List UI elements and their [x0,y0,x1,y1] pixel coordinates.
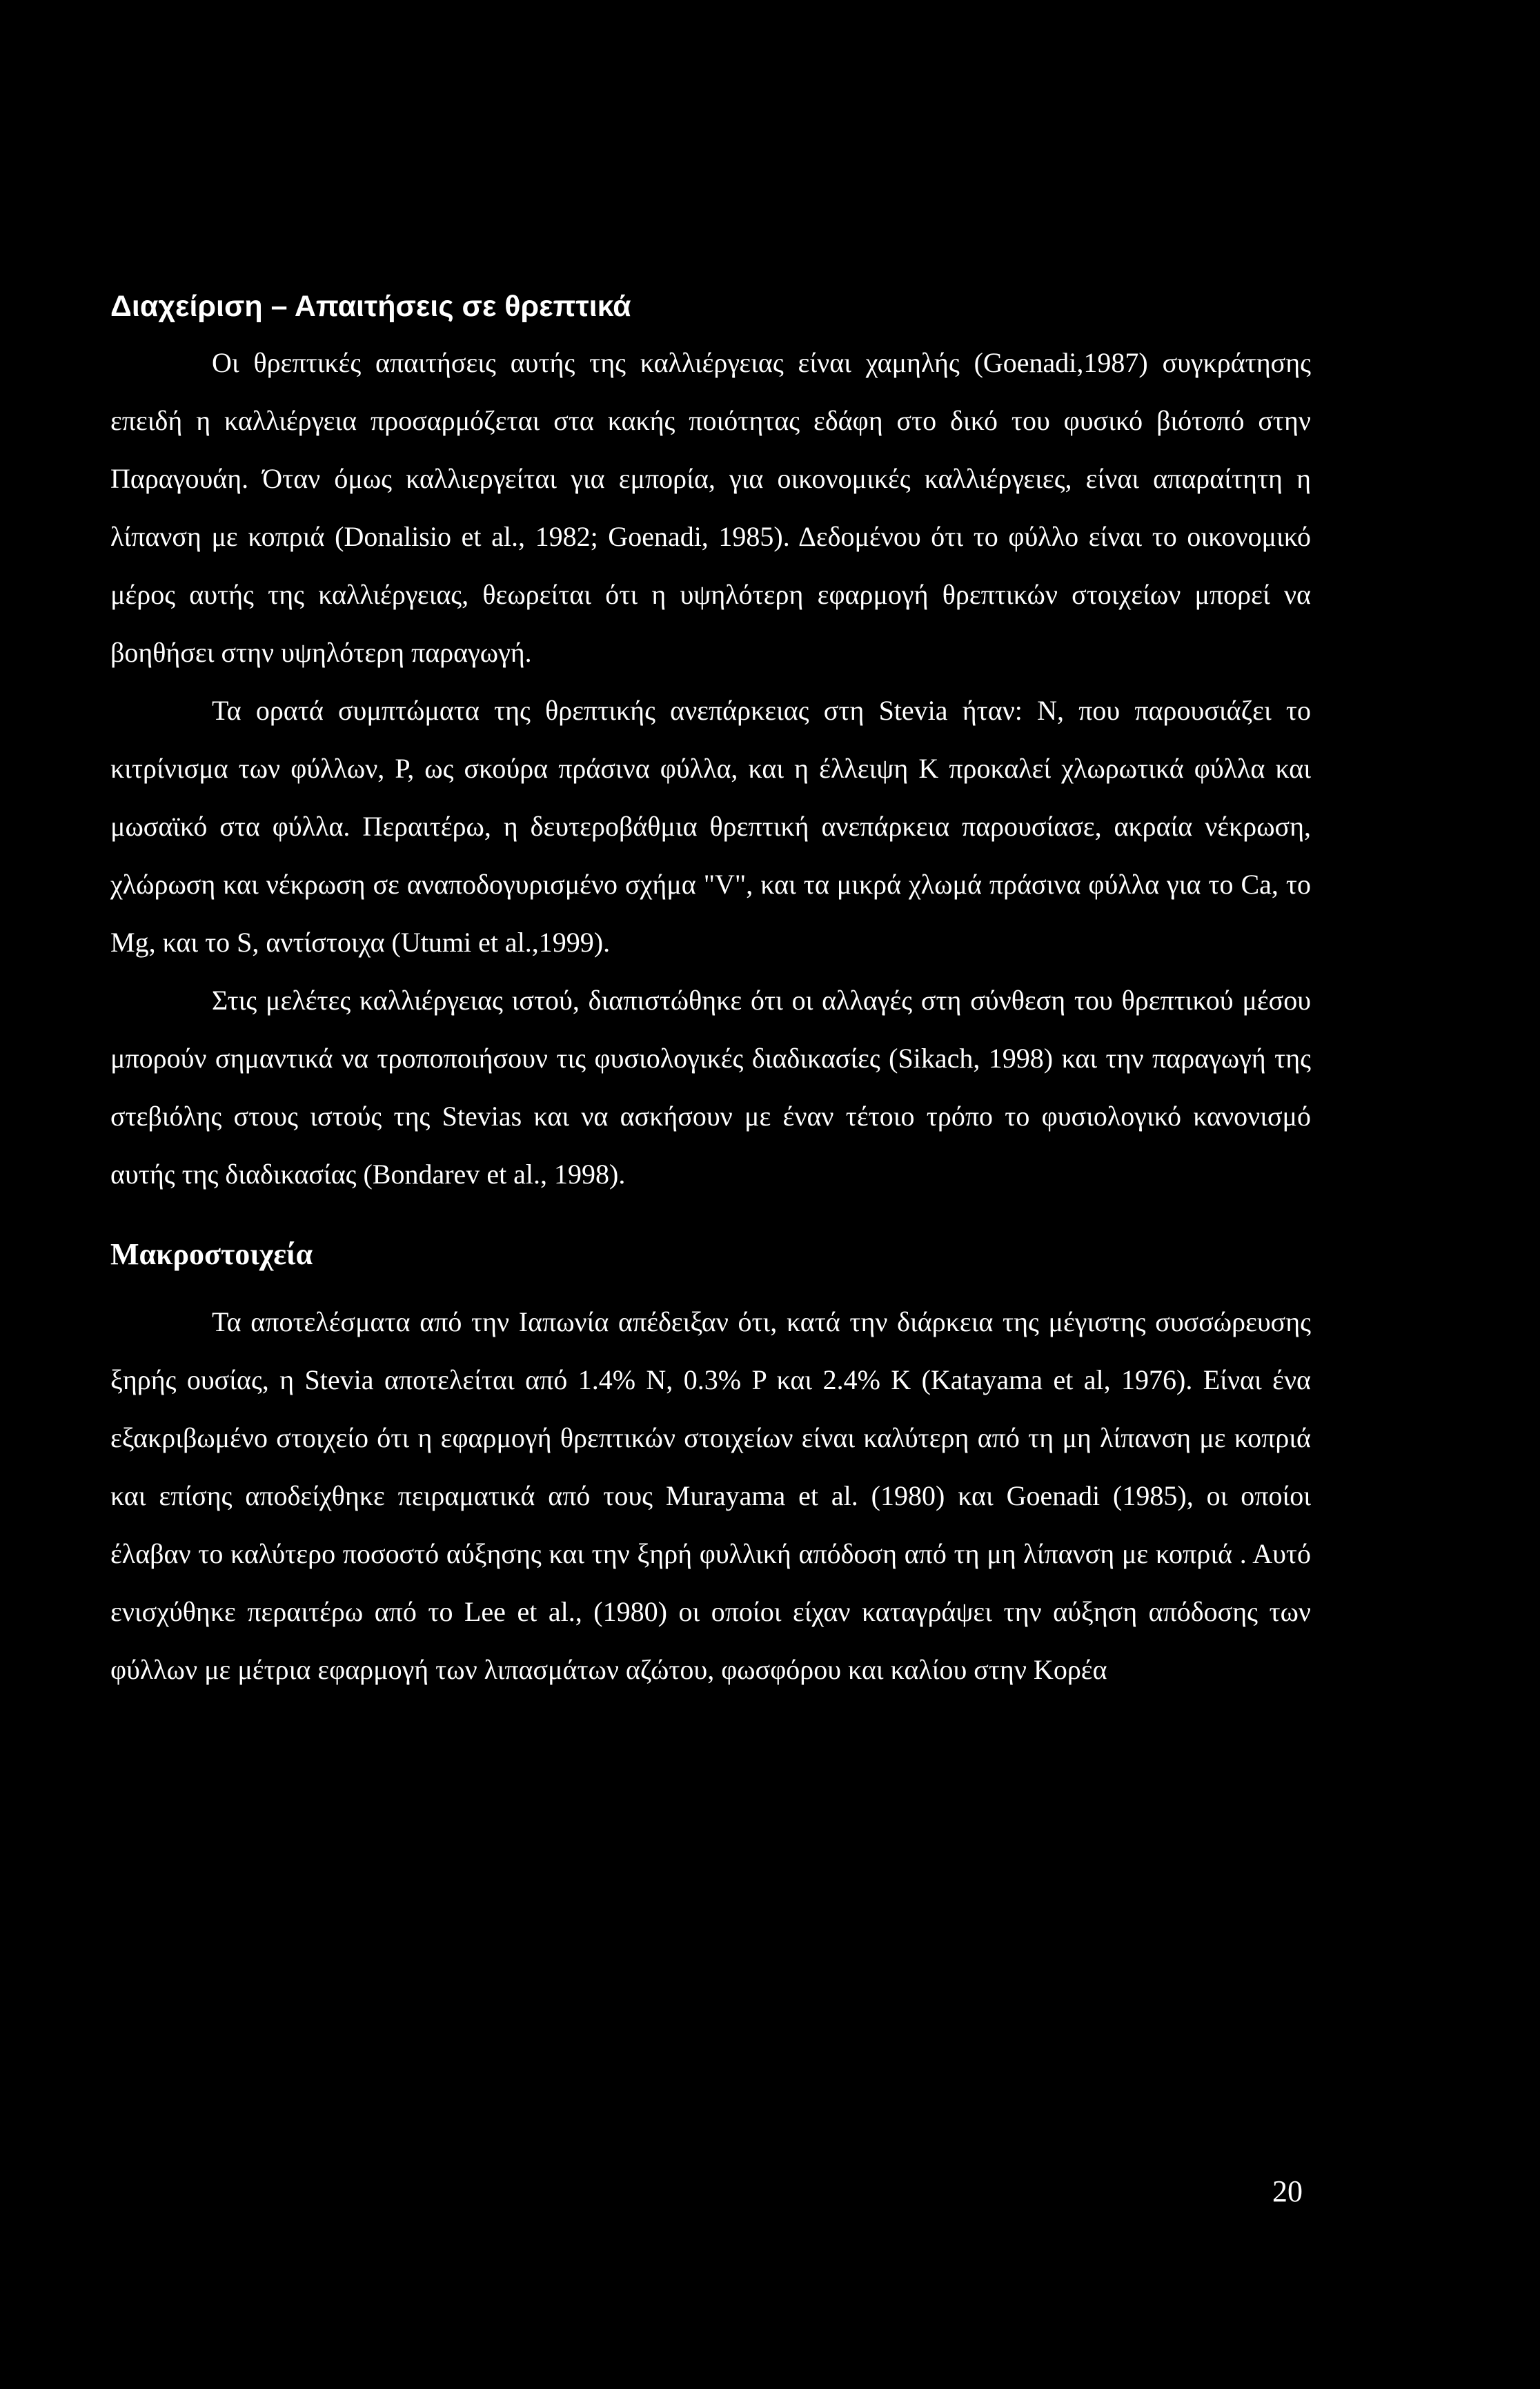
document-page [110,288,1311,1699]
section-heading-macronutrients: Μακροστοιχεία [110,1237,313,1271]
page-number: 20 [1272,2174,1303,2208]
paragraph-macronutrients: Τα αποτελέσματα από την Ιαπωνία απέδειξαν ότι, κατά την διάρκεια της μέγιστης συσσώρευσης ξηρής ουσίας, η Stevia αποτελείται από 1.4% N, 0.3% P και 2.4% K (Katayama et al, 1976). Είναι ένα εξακριβωμένο στοιχείο ότι η εφαρμογή θρεπτικών στοιχείων είναι καλύτερη από τη μη λίπανση με κοπριά και επίσης αποδείχθηκε πειραματικά από τους Murayama et al. (1980) και Goenadi (1985), οι οποίοι έλαβαν το καλύτερο ποσοστό αύξησης και την ξηρή φυλλική απόδοση από τη μη λίπανση με κοπριά . Αυτό ενισχύθηκε περαιτέρω από το Lee et al., (1980) οι οποίοι είχαν καταγράψει την αύξηση απόδοσης των φύλλων με μέτρια εφαρμογή των λιπασμάτων αζώτου, φωσφόρου και καλίου στην Κορέα [110,1306,1311,1685]
section-heading-nutrient-requirements: Διαχείριση – Απαιτήσεις σε θρεπτικά [110,290,631,323]
paragraph-nutrient-requirements: Οι θρεπτικές απαιτήσεις αυτής της καλλιέργειας είναι χαμηλής (Goenadi,1987) συγκράτησης επειδή η καλλιέργεια προσαρμόζεται στα κακής ποιότητας εδάφη στο δικό του φυσικό βιότοπό στην Παραγουάη. Όταν όμως καλλιεργείται για εμπορία, για οικονομικές καλλιέργειες, είναι απαραίτητη η λίπανση με κοπριά (Donalisio et al., 1982; Goenadi, 1985). Δεδομένου ότι το φύλλο είναι το οικονομικό μέρος αυτής της καλλιέργειας, θεωρείται ότι η υψηλότερη εφαρμογή θρεπτικών στοιχείων μπορεί να βοηθήσει στην υψηλότερη παραγωγή. [110,347,1311,668]
paragraph-tissue-culture: Στις μελέτες καλλιέργειας ιστού, διαπιστώθηκε ότι οι αλλαγές στη σύνθεση του θρεπτικού μέσου μπορούν σημαντικά να τροποποιήσουν τις φυσιολογικές διαδικασίες (Sikach, 1998) και την παραγωγή της στεβιόλης στους ιστούς της Stevias και να ασκήσουν με έναν τέτοιο τρόπο το φυσιολογικό κανονισμό αυτής της διαδικασίας (Bondarev et al., 1998). [110,985,1311,1190]
paragraph-deficiency-symptoms: Τα ορατά συμπτώματα της θρεπτικής ανεπάρκειας στη Stevia ήταν: N, που παρουσιάζει το κιτρίνισμα των φύλλων, P, ως σκούρα πράσινα φύλλα, και η έλλειψη K προκαλεί χλωρωτικά φύλλα και μωσαϊκό στα φύλλα. Περαιτέρω, η δευτεροβάθμια θρεπτική ανεπάρκεια παρουσίασε, ακραία νέκρωση, χλώρωση και νέκρωση σε αναποδογυρισμένο σχήμα "V", και τα μικρά χλωμά πράσινα φύλλα για το Ca, το Mg, και το S, αντίστοιχα (Utumi et al.,1999). [110,695,1311,958]
